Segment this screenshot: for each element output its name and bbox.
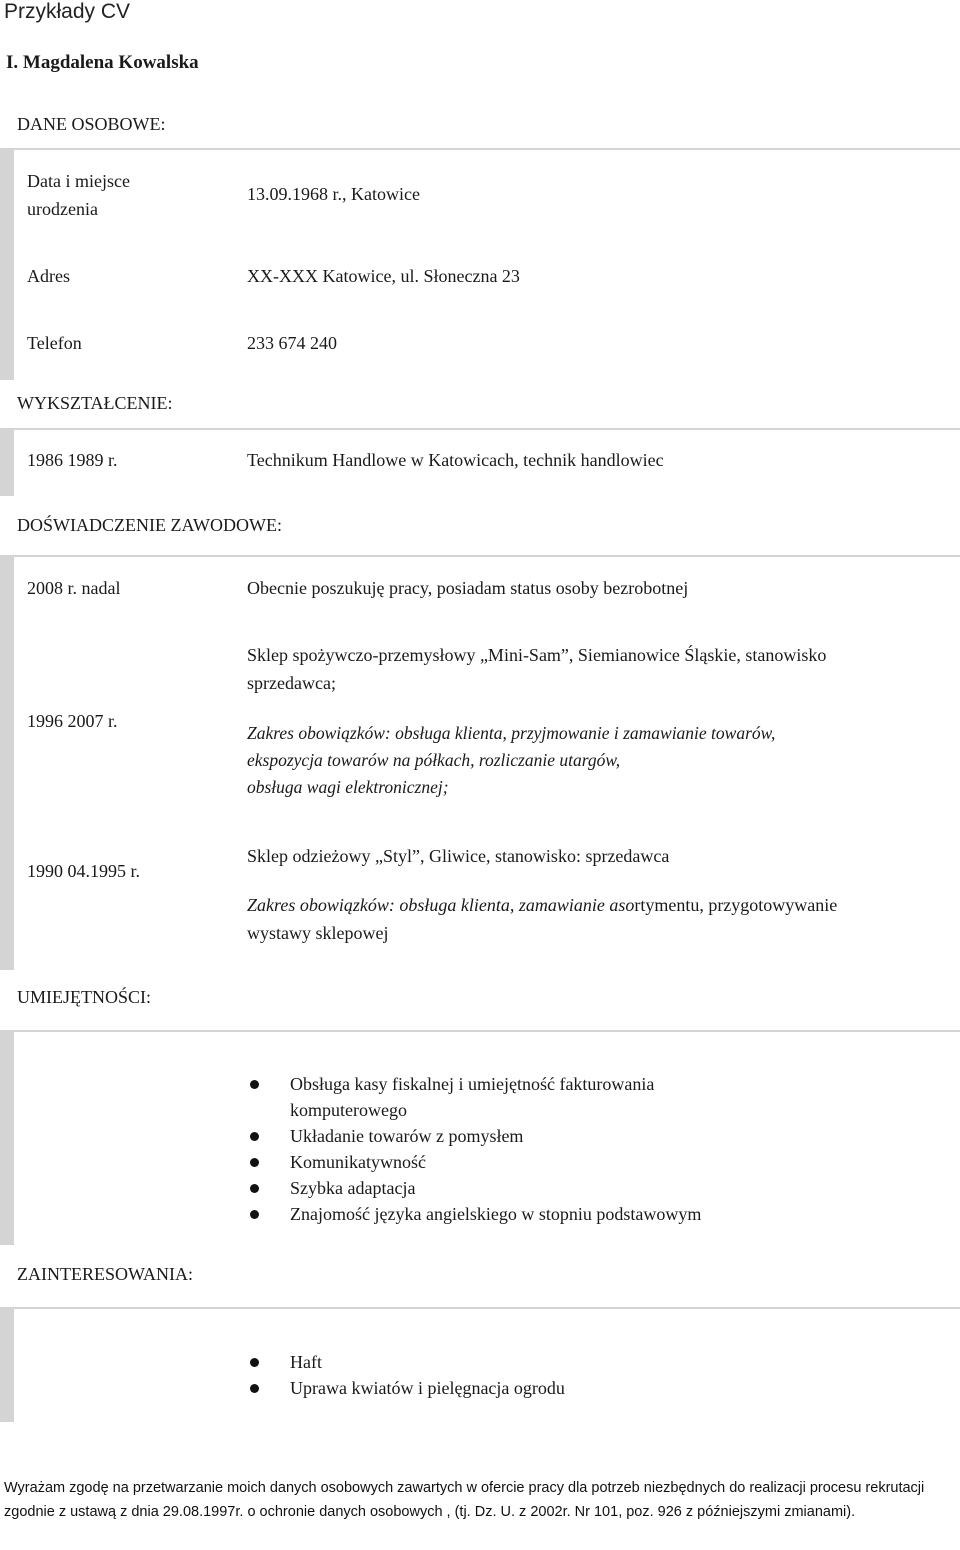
section-band bbox=[0, 1030, 14, 1245]
experience-employer: Sklep spożywczo-przemysłowy „Mini-Sam”, Siemianowice Śląskie, stanowisko bbox=[247, 645, 827, 665]
experience-period: 2008 r. nadal bbox=[27, 578, 121, 598]
personal-data-heading: DANE OSOBOWE: bbox=[17, 114, 166, 134]
interests-list bbox=[250, 1349, 890, 1401]
cv-title: I. Magdalena Kowalska bbox=[6, 52, 199, 73]
experience-duties: obsługa wagi elektronicznej; bbox=[247, 777, 449, 797]
phone-value: 233 674 240 bbox=[247, 333, 337, 353]
address-value: XX-XXX Katowice, ul. Słoneczna 23 bbox=[247, 266, 520, 286]
experience-duties bbox=[247, 891, 837, 919]
list-item: Obsługa kasy fiskalnej i umiejętność fakturowania bbox=[250, 1071, 890, 1097]
education-description: Technikum Handlowe w Katowicach, technik handlowiec bbox=[247, 450, 664, 470]
list-item: Szybka adaptacja bbox=[250, 1175, 890, 1201]
phone-label: Telefon bbox=[27, 333, 82, 353]
address-label: Adres bbox=[27, 266, 70, 286]
birth-label-line2: urodzenia bbox=[27, 199, 98, 219]
bullet-icon bbox=[250, 1132, 259, 1141]
section-band bbox=[0, 555, 14, 970]
birth-label-line1: Data i miejsce bbox=[27, 171, 130, 191]
experience-duties: ekspozycja towarów na półkach, rozliczanie utargów, bbox=[247, 750, 621, 770]
section-rule bbox=[14, 428, 960, 430]
experience-duties: wystawy sklepowej bbox=[247, 923, 389, 943]
list-item: Znajomość języka angielskiego w stopniu podstawowym bbox=[250, 1201, 890, 1227]
experience-period: 1990 04.1995 r. bbox=[27, 861, 141, 881]
experience-duties: Zakres obowiązków: obsługa klienta, przyjmowanie i zamawianie towarów, bbox=[247, 723, 776, 743]
section-rule bbox=[14, 555, 960, 557]
experience-duties-regular: rtymentu, przygotowywanie bbox=[634, 895, 838, 915]
experience-description: Obecnie poszukuję pracy, posiadam status osoby bezrobotnej bbox=[247, 578, 689, 598]
experience-employer: Sklep odzieżowy „Styl”, Gliwice, stanowisko: sprzedawca bbox=[247, 846, 670, 866]
list-item: Komunikatywność bbox=[250, 1149, 890, 1175]
bullet-icon bbox=[250, 1080, 259, 1089]
skills-list bbox=[250, 1071, 890, 1227]
bullet-icon bbox=[250, 1210, 259, 1219]
page-title: Przykłady CV bbox=[4, 0, 131, 23]
skills-heading: UMIEJĘTNOŚCI: bbox=[17, 987, 151, 1007]
list-item: Uprawa kwiatów i pielęgnacja ogrodu bbox=[250, 1375, 890, 1401]
section-band bbox=[0, 148, 14, 380]
consent-clause: Wyrażam zgodę na przetwarzanie moich danych osobowych zawartych w ofercie pracy dla potrzeb niezbędnych do realizacji procesu rekrutacji zgodnie z ustawą z dnia 29.08.1997r. o ochronie danych osobowych , (tj. Dz. U. z 2002r. Nr 101, poz. 926 z późniejszymi zmianami). bbox=[4, 1480, 925, 1520]
bullet-icon bbox=[250, 1358, 259, 1367]
list-item: Układanie towarów z pomysłem bbox=[250, 1123, 890, 1149]
section-rule bbox=[14, 1030, 960, 1032]
list-item-continuation: komputerowego bbox=[290, 1100, 407, 1120]
education-heading: WYKSZTAŁCENIE: bbox=[17, 393, 173, 413]
experience-period: 1996 2007 r. bbox=[27, 711, 118, 731]
list-item: Haft bbox=[250, 1349, 890, 1375]
birth-value: 13.09.1968 r., Katowice bbox=[247, 184, 420, 204]
experience-duties-italic: Zakres obowiązków: obsługa klienta, zamawianie aso bbox=[247, 895, 635, 915]
education-period: 1986 1989 r. bbox=[27, 450, 118, 470]
experience-position: sprzedawca; bbox=[247, 673, 336, 693]
interests-heading: ZAINTERESOWANIA: bbox=[17, 1264, 193, 1284]
section-band bbox=[0, 1307, 14, 1422]
section-rule bbox=[14, 148, 960, 150]
section-band bbox=[0, 428, 14, 496]
bullet-icon bbox=[250, 1158, 259, 1167]
bullet-icon bbox=[250, 1384, 259, 1393]
experience-heading: DOŚWIADCZENIE ZAWODOWE: bbox=[17, 515, 282, 535]
section-rule bbox=[14, 1307, 960, 1309]
bullet-icon bbox=[250, 1184, 259, 1193]
